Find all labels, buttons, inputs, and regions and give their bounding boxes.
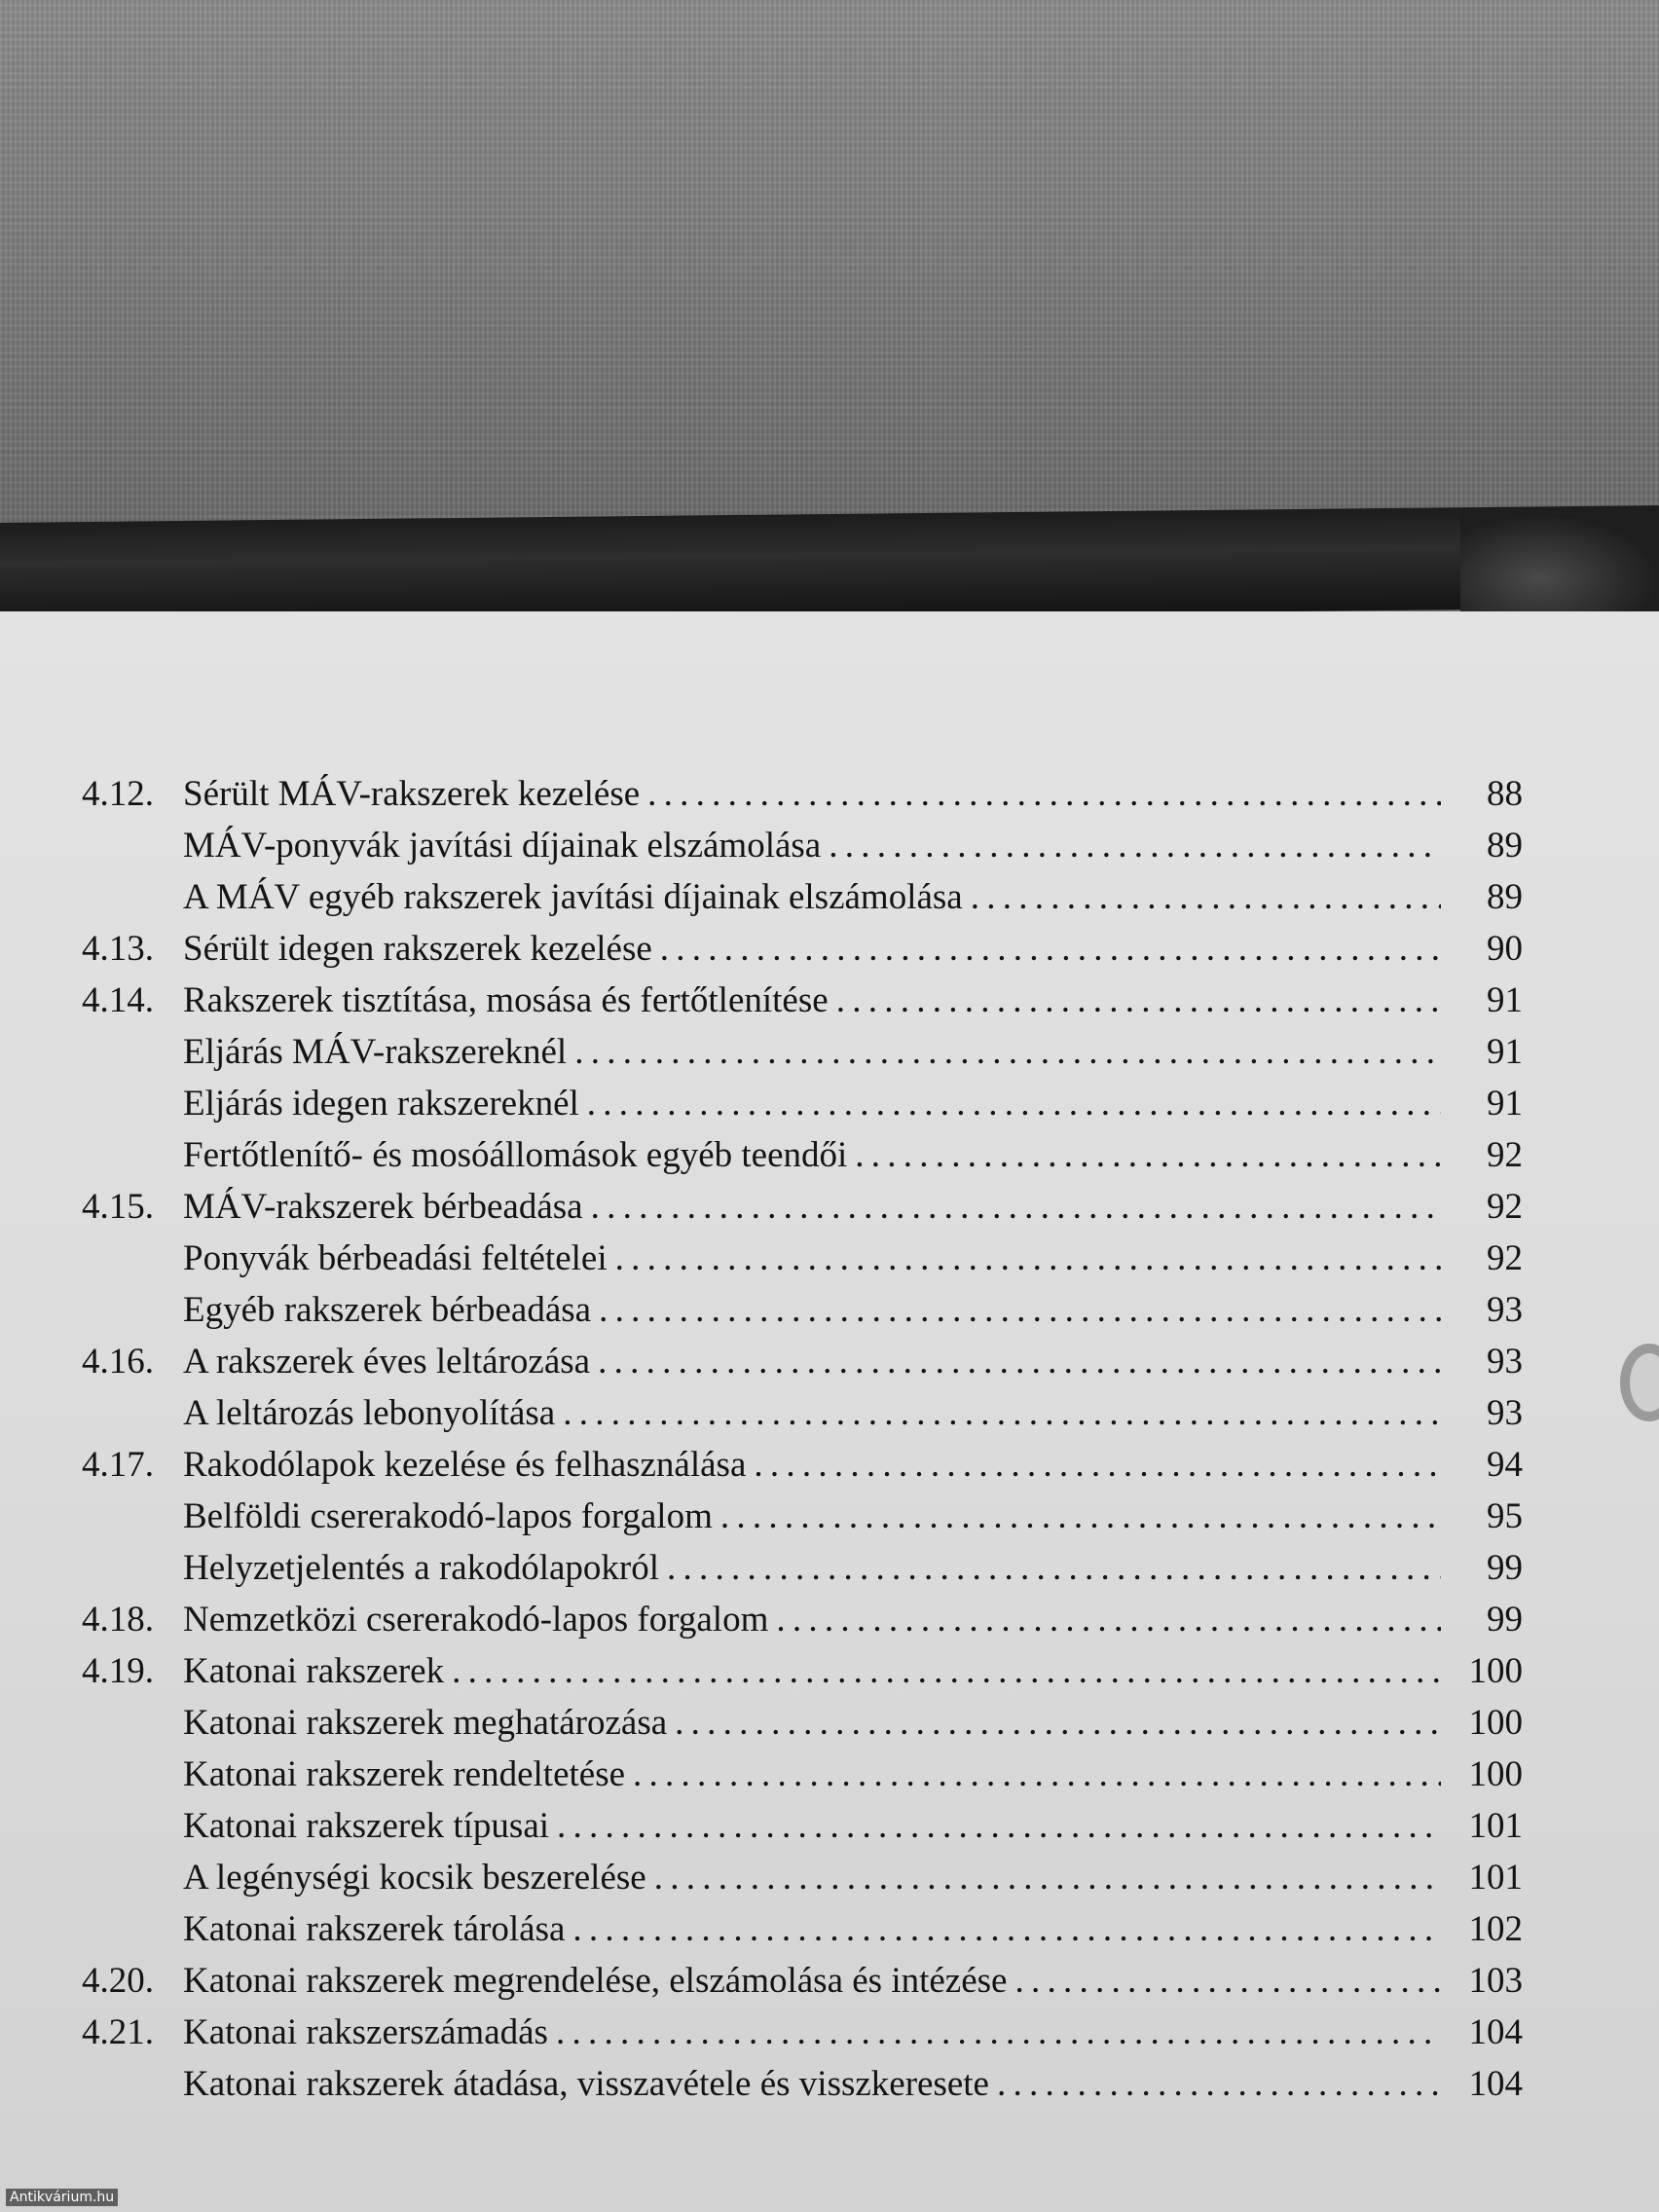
section-title: A leltározás lebonyolítása	[183, 1393, 556, 1433]
page-number: 91	[1487, 1084, 1523, 1124]
section-title: Nemzetközi csererakodó-lapos forgalom	[183, 1600, 769, 1640]
toc-entry	[82, 1749, 1523, 1800]
toc-entry	[82, 820, 1523, 871]
page-number: 93	[1487, 1342, 1523, 1382]
toc-entry	[82, 1800, 1523, 1852]
section-title: Eljárás idegen rakszereknél	[183, 1084, 579, 1124]
section-number: 4.17.	[82, 1445, 154, 1485]
book-spine-fold	[1460, 514, 1659, 621]
page-number: 93	[1487, 1393, 1523, 1433]
toc-entry	[82, 1852, 1523, 1903]
section-title: Belföldi csererakodó-lapos forgalom	[183, 1496, 713, 1536]
dot-leader	[587, 1078, 1441, 1129]
section-number: 4.18.	[82, 1600, 154, 1640]
section-title: Katonai rakszerek típusai	[183, 1806, 550, 1846]
section-title: Katonai rakszerek rendeltetése	[183, 1754, 626, 1794]
section-title: Katonai rakszerek átadása, visszavétele és visszkeresete	[183, 2064, 989, 2104]
page-number: 100	[1468, 1651, 1523, 1691]
section-title: Sérült idegen rakszerek kezelése	[183, 929, 652, 969]
toc-entry	[82, 1336, 1523, 1387]
section-number: 4.13.	[82, 929, 154, 969]
dot-leader	[776, 1594, 1441, 1645]
toc-entry	[82, 768, 1523, 820]
toc-entry	[82, 1284, 1523, 1336]
dot-leader	[675, 1697, 1441, 1749]
dot-leader	[855, 1129, 1441, 1181]
dot-leader	[563, 1387, 1441, 1439]
section-number: 4.21.	[82, 2012, 154, 2052]
section-title: Fertőtlenítő- és mosóállomások egyéb teendői	[183, 1135, 848, 1175]
page-number: 91	[1487, 980, 1523, 1020]
toc-entry	[82, 1439, 1523, 1491]
dot-leader	[754, 1439, 1441, 1491]
dot-leader	[591, 1181, 1441, 1233]
toc-entry	[82, 1129, 1523, 1181]
page-number: 101	[1468, 1858, 1523, 1898]
toc-entry	[82, 1387, 1523, 1439]
section-title: Katonai rakszerek	[183, 1651, 445, 1691]
book-spine	[0, 505, 1659, 625]
dot-leader	[599, 1284, 1441, 1336]
page-number: 92	[1487, 1238, 1523, 1278]
toc-entry	[82, 923, 1523, 975]
toc-entry	[82, 1491, 1523, 1542]
dot-leader	[647, 768, 1441, 820]
section-title: Katonai rakszerek tárolása	[183, 1909, 566, 1949]
page-number: 95	[1487, 1496, 1523, 1536]
section-title: MÁV-rakszerek bérbeadása	[183, 1187, 583, 1227]
dot-leader	[574, 1026, 1441, 1078]
toc-entry	[82, 2007, 1523, 2058]
dot-leader	[572, 1903, 1441, 1955]
toc-entry	[82, 1903, 1523, 1955]
dot-leader	[997, 2058, 1441, 2110]
page-number: 94	[1487, 1445, 1523, 1485]
section-title: A legénységi kocsik beszerelése	[183, 1858, 646, 1898]
section-title: A rakszerek éves leltározása	[183, 1342, 591, 1382]
section-number: 4.19.	[82, 1651, 154, 1691]
section-title: Eljárás MÁV-rakszereknél	[183, 1032, 568, 1072]
page-number: 102	[1468, 1909, 1523, 1949]
toc-entry	[82, 1594, 1523, 1645]
section-title: Sérült MÁV-rakszerek kezelése	[183, 774, 641, 814]
page-number: 89	[1487, 877, 1523, 917]
watermark: Antikvárium.hu	[6, 2189, 118, 2206]
dot-leader	[829, 820, 1441, 871]
page-number: 91	[1487, 1032, 1523, 1072]
section-number: 4.16.	[82, 1342, 154, 1382]
page-number: 99	[1487, 1548, 1523, 1588]
dot-leader	[1014, 1955, 1441, 2007]
dot-leader	[633, 1749, 1441, 1800]
dot-leader	[660, 923, 1441, 975]
section-title: A MÁV egyéb rakszerek javítási díjainak elszámolása	[183, 877, 963, 917]
toc-entry	[82, 1645, 1523, 1697]
toc-entry	[82, 1181, 1523, 1233]
toc-entry	[82, 2058, 1523, 2110]
dot-leader	[557, 1800, 1441, 1852]
page-number: 90	[1487, 929, 1523, 969]
background-surface	[0, 0, 1659, 545]
toc-entry	[82, 1233, 1523, 1284]
page-number: 104	[1468, 2064, 1523, 2104]
toc-entry	[82, 1078, 1523, 1129]
page-number: 89	[1487, 826, 1523, 866]
dot-leader	[615, 1233, 1441, 1284]
page-number: 99	[1487, 1600, 1523, 1640]
page-number: 100	[1468, 1703, 1523, 1743]
dot-leader	[836, 975, 1441, 1026]
section-title: Egyéb rakszerek bérbeadása	[183, 1290, 592, 1330]
page-number: 92	[1487, 1135, 1523, 1175]
dot-leader	[720, 1491, 1441, 1542]
section-title: Ponyvák bérbeadási feltételei	[183, 1238, 608, 1278]
table-of-contents	[82, 768, 1523, 2110]
dot-leader	[598, 1336, 1441, 1387]
dot-leader	[654, 1852, 1441, 1903]
toc-entry	[82, 1026, 1523, 1078]
page-number: 103	[1468, 1961, 1523, 2001]
dot-leader	[971, 871, 1441, 923]
section-number: 4.12.	[82, 774, 154, 814]
section-number: 4.20.	[82, 1961, 154, 2001]
toc-entry	[82, 1697, 1523, 1749]
page-number: 100	[1468, 1754, 1523, 1794]
section-number: 4.14.	[82, 980, 154, 1020]
section-title: Helyzetjelentés a rakodólapokról	[183, 1548, 660, 1588]
section-title: Katonai rakszerek meghatározása	[183, 1703, 668, 1743]
toc-entry	[82, 975, 1523, 1026]
dot-leader	[667, 1542, 1441, 1594]
page-number: 93	[1487, 1290, 1523, 1330]
page-number: 104	[1468, 2012, 1523, 2052]
section-title: Katonai rakszerszámadás	[183, 2012, 548, 2052]
toc-entry	[82, 871, 1523, 923]
section-title: Rakszerek tisztítása, mosása és fertőtlenítése	[183, 980, 829, 1020]
section-number: 4.15.	[82, 1187, 154, 1227]
section-title: MÁV-ponyvák javítási díjainak elszámolása	[183, 826, 822, 866]
toc-entry	[82, 1542, 1523, 1594]
toc-entry	[82, 1955, 1523, 2007]
section-title: Katonai rakszerek megrendelése, elszámolása és intézése	[183, 1961, 1008, 2001]
page-number: 88	[1487, 774, 1523, 814]
page-number: 101	[1468, 1806, 1523, 1846]
page-number: 92	[1487, 1187, 1523, 1227]
dot-leader	[556, 2007, 1441, 2058]
section-title: Rakodólapok kezelése és felhasználása	[183, 1445, 747, 1485]
dot-leader	[452, 1645, 1441, 1697]
